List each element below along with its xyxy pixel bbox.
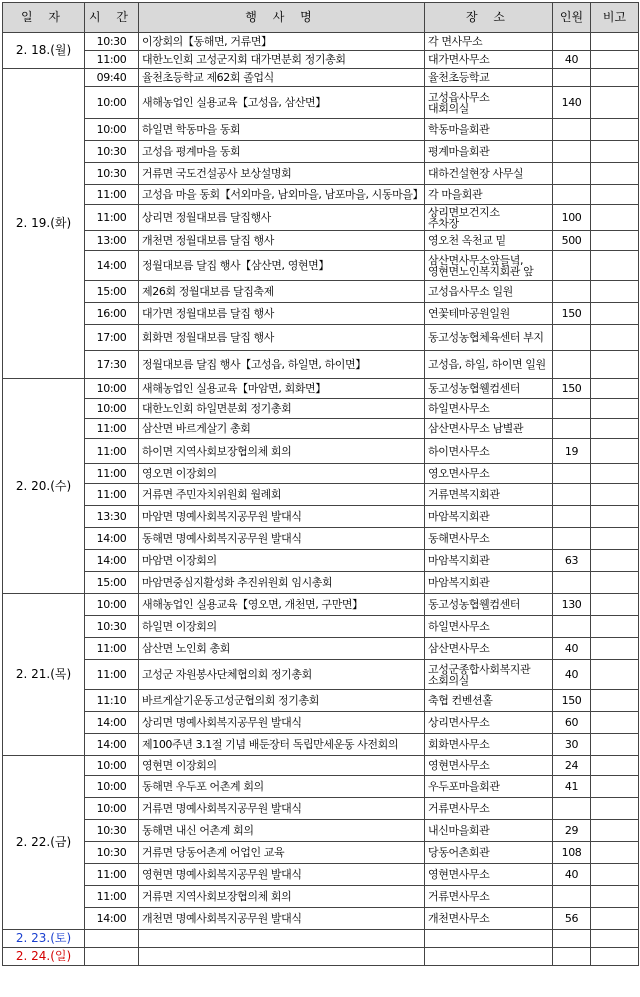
table-row [3,185,639,205]
people-cell: 140 [553,87,591,119]
note-cell [591,163,639,185]
event-cell: 대한노인회 하일면분회 정기총회 [139,399,425,419]
place-cell: 영오면사무소 [425,464,553,484]
table-row [3,638,639,660]
note-cell [591,303,639,325]
people-cell: 40 [553,638,591,660]
people-cell: 41 [553,776,591,798]
place-cell: 대가면사무소 [425,51,553,69]
table-row [3,141,639,163]
time-cell: 15:00 [85,281,139,303]
event-cell: 영오면 이장회의 [139,464,425,484]
place-cell: 개천면사무소 [425,908,553,930]
note-cell [591,205,639,231]
people-cell [553,528,591,550]
time-cell: 13:00 [85,231,139,251]
time-cell: 10:30 [85,141,139,163]
people-cell: 63 [553,550,591,572]
place-cell: 영현면사무소 [425,864,553,886]
place-cell: 회화면사무소 [425,734,553,756]
note-cell [591,690,639,712]
time-cell: 14:00 [85,712,139,734]
place-cell: 동고성농협웰컴센터 [425,594,553,616]
note-cell [591,886,639,908]
note-cell [591,908,639,930]
table-row [3,303,639,325]
table-row [3,205,639,231]
table-row [3,616,639,638]
time-cell: 16:00 [85,303,139,325]
place-cell [425,948,553,966]
event-cell [139,948,425,966]
time-cell: 11:00 [85,886,139,908]
note-cell [591,930,639,948]
table-row [3,119,639,141]
place-cell: 고성읍사무소 대회의실 [425,87,553,119]
people-cell [553,69,591,87]
note-cell [591,594,639,616]
note-cell [591,798,639,820]
note-cell [591,616,639,638]
place-cell: 고성읍, 하일, 하이면 일원 [425,351,553,379]
event-cell: 제100주년 3.1절 기념 배둔장터 독립만세운동 사전회의 [139,734,425,756]
table-row [3,379,639,399]
time-cell: 11:00 [85,185,139,205]
people-cell: 150 [553,379,591,399]
event-cell: 거류면 당동어촌계 어업인 교육 [139,842,425,864]
note-cell [591,379,639,399]
place-cell: 하일면사무소 [425,399,553,419]
note-cell [591,734,639,756]
table-row [3,842,639,864]
table-row [3,864,639,886]
time-cell: 11:00 [85,638,139,660]
note-cell [591,484,639,506]
event-cell: 회화면 정월대보름 달집 행사 [139,325,425,351]
people-cell [553,185,591,205]
note-cell [591,419,639,439]
time-cell [85,930,139,948]
date-cell: 2. 24.(일) [3,948,85,966]
time-cell: 11:10 [85,690,139,712]
table-row [3,419,639,439]
place-cell: 거류면복지회관 [425,484,553,506]
event-cell: 바르게살기운동고성군협의회 정기총회 [139,690,425,712]
schedule-table [2,2,639,966]
note-cell [591,842,639,864]
time-cell: 14:00 [85,734,139,756]
table-row [3,908,639,930]
event-cell: 마암면중심지활성화 추진위원회 임시총회 [139,572,425,594]
table-row [3,734,639,756]
note-cell [591,756,639,776]
people-cell [553,251,591,281]
people-cell [553,281,591,303]
event-cell: 정월대보름 달집 행사【고성읍, 하일면, 하이면】 [139,351,425,379]
header-event: 행 사 명 [139,3,425,33]
table-row [3,69,639,87]
people-cell [553,948,591,966]
note-cell [591,464,639,484]
event-cell: 동해면 내신 어촌계 회의 [139,820,425,842]
time-cell: 11:00 [85,205,139,231]
note-cell [591,251,639,281]
event-cell: 동해면 우두포 어촌계 회의 [139,776,425,798]
time-cell: 10:00 [85,119,139,141]
note-cell [591,399,639,419]
place-cell: 대하건설현장 사무실 [425,163,553,185]
note-cell [591,550,639,572]
time-cell: 10:30 [85,820,139,842]
event-cell: 개천면 정월대보름 달집 행사 [139,231,425,251]
place-cell: 고성읍사무소 일원 [425,281,553,303]
event-cell: 정월대보름 달집 행사【삼산면, 영현면】 [139,251,425,281]
event-cell: 삼산면 노인회 총회 [139,638,425,660]
note-cell [591,948,639,966]
event-cell: 고성읍 마을 동회【서외마을, 남외마을, 남포마을, 시동마을】 [139,185,425,205]
people-cell: 150 [553,303,591,325]
event-cell: 하이면 지역사회보장협의체 회의 [139,439,425,464]
event-cell: 하일면 학동마을 동회 [139,119,425,141]
header-people: 인원 [553,3,591,33]
event-cell: 상리면 명예사회복지공무원 발대식 [139,712,425,734]
note-cell [591,33,639,51]
people-cell [553,464,591,484]
people-cell [553,930,591,948]
time-cell: 10:30 [85,616,139,638]
time-cell: 11:00 [85,419,139,439]
people-cell [553,886,591,908]
date-cell: 2. 18.(월) [3,33,85,69]
table-row [3,231,639,251]
note-cell [591,87,639,119]
people-cell [553,351,591,379]
event-cell: 하일면 이장회의 [139,616,425,638]
time-cell: 09:40 [85,69,139,87]
event-cell: 거류면 지역사회보장협의체 회의 [139,886,425,908]
place-cell [425,930,553,948]
people-cell [553,325,591,351]
table-row [3,399,639,419]
time-cell: 14:00 [85,528,139,550]
table-row [3,690,639,712]
date-cell: 2. 19.(화) [3,69,85,379]
table-row [3,528,639,550]
time-cell: 10:00 [85,379,139,399]
table-row [3,712,639,734]
people-cell [553,616,591,638]
time-cell: 14:00 [85,251,139,281]
event-cell: 동해면 명예사회복지공무원 발대식 [139,528,425,550]
date-cell: 2. 23.(토) [3,930,85,948]
place-cell: 학동마을회관 [425,119,553,141]
note-cell [591,506,639,528]
time-cell: 11:00 [85,464,139,484]
event-cell: 마암면 이장회의 [139,550,425,572]
event-cell: 이장회의【동해면, 거류면】 [139,33,425,51]
people-cell: 500 [553,231,591,251]
table-row [3,87,639,119]
event-cell: 대한노인회 고성군지회 대가면분회 정기총회 [139,51,425,69]
time-cell: 11:00 [85,660,139,690]
date-cell: 2. 22.(금) [3,756,85,930]
event-cell: 고성군 자원봉사단체협의회 정기총회 [139,660,425,690]
event-cell [139,930,425,948]
event-cell: 영현면 명예사회복지공무원 발대식 [139,864,425,886]
people-cell: 56 [553,908,591,930]
event-cell: 새해농업인 실용교육【마암면, 회화면】 [139,379,425,399]
table-row [3,776,639,798]
place-cell: 삼산면사무소 [425,638,553,660]
people-cell [553,419,591,439]
time-cell: 11:00 [85,864,139,886]
note-cell [591,185,639,205]
table-row [3,594,639,616]
note-cell [591,51,639,69]
people-cell: 150 [553,690,591,712]
note-cell [591,638,639,660]
note-cell [591,439,639,464]
time-cell: 11:00 [85,484,139,506]
table-row [3,820,639,842]
place-cell: 마암복지회관 [425,506,553,528]
people-cell [553,163,591,185]
time-cell: 14:00 [85,908,139,930]
time-cell [85,948,139,966]
place-cell: 우두포마을회관 [425,776,553,798]
event-cell: 상리면 정월대보름 달집행사 [139,205,425,231]
event-cell: 거류면 명예사회복지공무원 발대식 [139,798,425,820]
time-cell: 10:30 [85,842,139,864]
time-cell: 11:00 [85,51,139,69]
place-cell: 거류면사무소 [425,798,553,820]
time-cell: 10:30 [85,33,139,51]
note-cell [591,119,639,141]
place-cell: 영오천 옥천교 밑 [425,231,553,251]
place-cell: 동고성농협체육센터 부지 [425,325,553,351]
table-row [3,484,639,506]
people-cell: 40 [553,51,591,69]
place-cell: 하이면사무소 [425,439,553,464]
note-cell [591,325,639,351]
place-cell: 내신마을회관 [425,820,553,842]
people-cell: 29 [553,820,591,842]
people-cell: 130 [553,594,591,616]
place-cell: 고성군종합사회복지관 소회의실 [425,660,553,690]
place-cell: 평계마을회관 [425,141,553,163]
note-cell [591,572,639,594]
table-row [3,163,639,185]
people-cell: 30 [553,734,591,756]
event-cell: 고성읍 평계마을 동회 [139,141,425,163]
people-cell [553,572,591,594]
table-row [3,506,639,528]
note-cell [591,141,639,163]
people-cell [553,33,591,51]
people-cell: 40 [553,660,591,690]
event-cell: 삼산면 바르게살기 총회 [139,419,425,439]
note-cell [591,712,639,734]
time-cell: 10:00 [85,87,139,119]
table-row [3,756,639,776]
place-cell: 삼산면사무소 남별관 [425,419,553,439]
event-cell: 거류면 국도건설공사 보상설명회 [139,163,425,185]
people-cell [553,141,591,163]
date-cell: 2. 20.(수) [3,379,85,594]
place-cell: 하일면사무소 [425,616,553,638]
place-cell: 동고성농협웰컴센터 [425,379,553,399]
time-cell: 10:00 [85,776,139,798]
time-cell: 15:00 [85,572,139,594]
people-cell: 60 [553,712,591,734]
time-cell: 17:30 [85,351,139,379]
time-cell: 10:00 [85,594,139,616]
header-place: 장 소 [425,3,553,33]
note-cell [591,660,639,690]
date-cell: 2. 21.(목) [3,594,85,756]
people-cell: 100 [553,205,591,231]
time-cell: 10:30 [85,163,139,185]
time-cell: 10:00 [85,399,139,419]
note-cell [591,69,639,87]
people-cell [553,119,591,141]
table-row [3,948,639,966]
table-row [3,439,639,464]
table-row [3,33,639,51]
event-cell: 새해농업인 실용교육【고성읍, 삼산면】 [139,87,425,119]
place-cell: 각 마을회관 [425,185,553,205]
time-cell: 10:00 [85,798,139,820]
table-row [3,550,639,572]
schedule-body [3,33,639,966]
place-cell: 상리면사무소 [425,712,553,734]
time-cell: 10:00 [85,756,139,776]
note-cell [591,820,639,842]
note-cell [591,351,639,379]
table-row [3,51,639,69]
place-cell: 마암복지회관 [425,572,553,594]
note-cell [591,776,639,798]
note-cell [591,231,639,251]
people-cell: 24 [553,756,591,776]
place-cell: 연꽃테마공원일원 [425,303,553,325]
event-cell: 대가면 정월대보름 달집 행사 [139,303,425,325]
event-cell: 새해농업인 실용교육【영오면, 개천면, 구만면】 [139,594,425,616]
place-cell: 율천초등학교 [425,69,553,87]
time-cell: 17:00 [85,325,139,351]
table-row [3,572,639,594]
event-cell: 제26회 정월대보름 달집축제 [139,281,425,303]
place-cell: 마암복지회관 [425,550,553,572]
table-row [3,464,639,484]
header-date: 일 자 [3,3,85,33]
place-cell: 각 면사무소 [425,33,553,51]
table-row [3,886,639,908]
people-cell [553,506,591,528]
table-row [3,325,639,351]
header-row [3,3,639,33]
note-cell [591,864,639,886]
place-cell: 당동어촌회관 [425,842,553,864]
event-cell: 영현면 이장회의 [139,756,425,776]
place-cell: 영현면사무소 [425,756,553,776]
table-row [3,281,639,303]
table-row [3,351,639,379]
table-row [3,251,639,281]
table-row [3,930,639,948]
event-cell: 마암면 명예사회복지공무원 발대식 [139,506,425,528]
people-cell: 19 [553,439,591,464]
time-cell: 14:00 [85,550,139,572]
people-cell [553,798,591,820]
place-cell: 거류면사무소 [425,886,553,908]
event-cell: 율천초등학교 제62회 졸업식 [139,69,425,87]
people-cell: 40 [553,864,591,886]
header-time: 시 간 [85,3,139,33]
note-cell [591,528,639,550]
people-cell [553,399,591,419]
header-note: 비고 [591,3,639,33]
event-cell: 거류면 주민자치위원회 월례회 [139,484,425,506]
place-cell: 삼산면사무소앞들녘, 영현면노인복지회관 앞 [425,251,553,281]
time-cell: 13:30 [85,506,139,528]
table-row [3,798,639,820]
place-cell: 상리면보건지소 주차장 [425,205,553,231]
place-cell: 동해면사무소 [425,528,553,550]
place-cell: 축협 컨벤션홀 [425,690,553,712]
note-cell [591,281,639,303]
event-cell: 개천면 명예사회복지공무원 발대식 [139,908,425,930]
table-row [3,660,639,690]
people-cell: 108 [553,842,591,864]
people-cell [553,484,591,506]
time-cell: 11:00 [85,439,139,464]
